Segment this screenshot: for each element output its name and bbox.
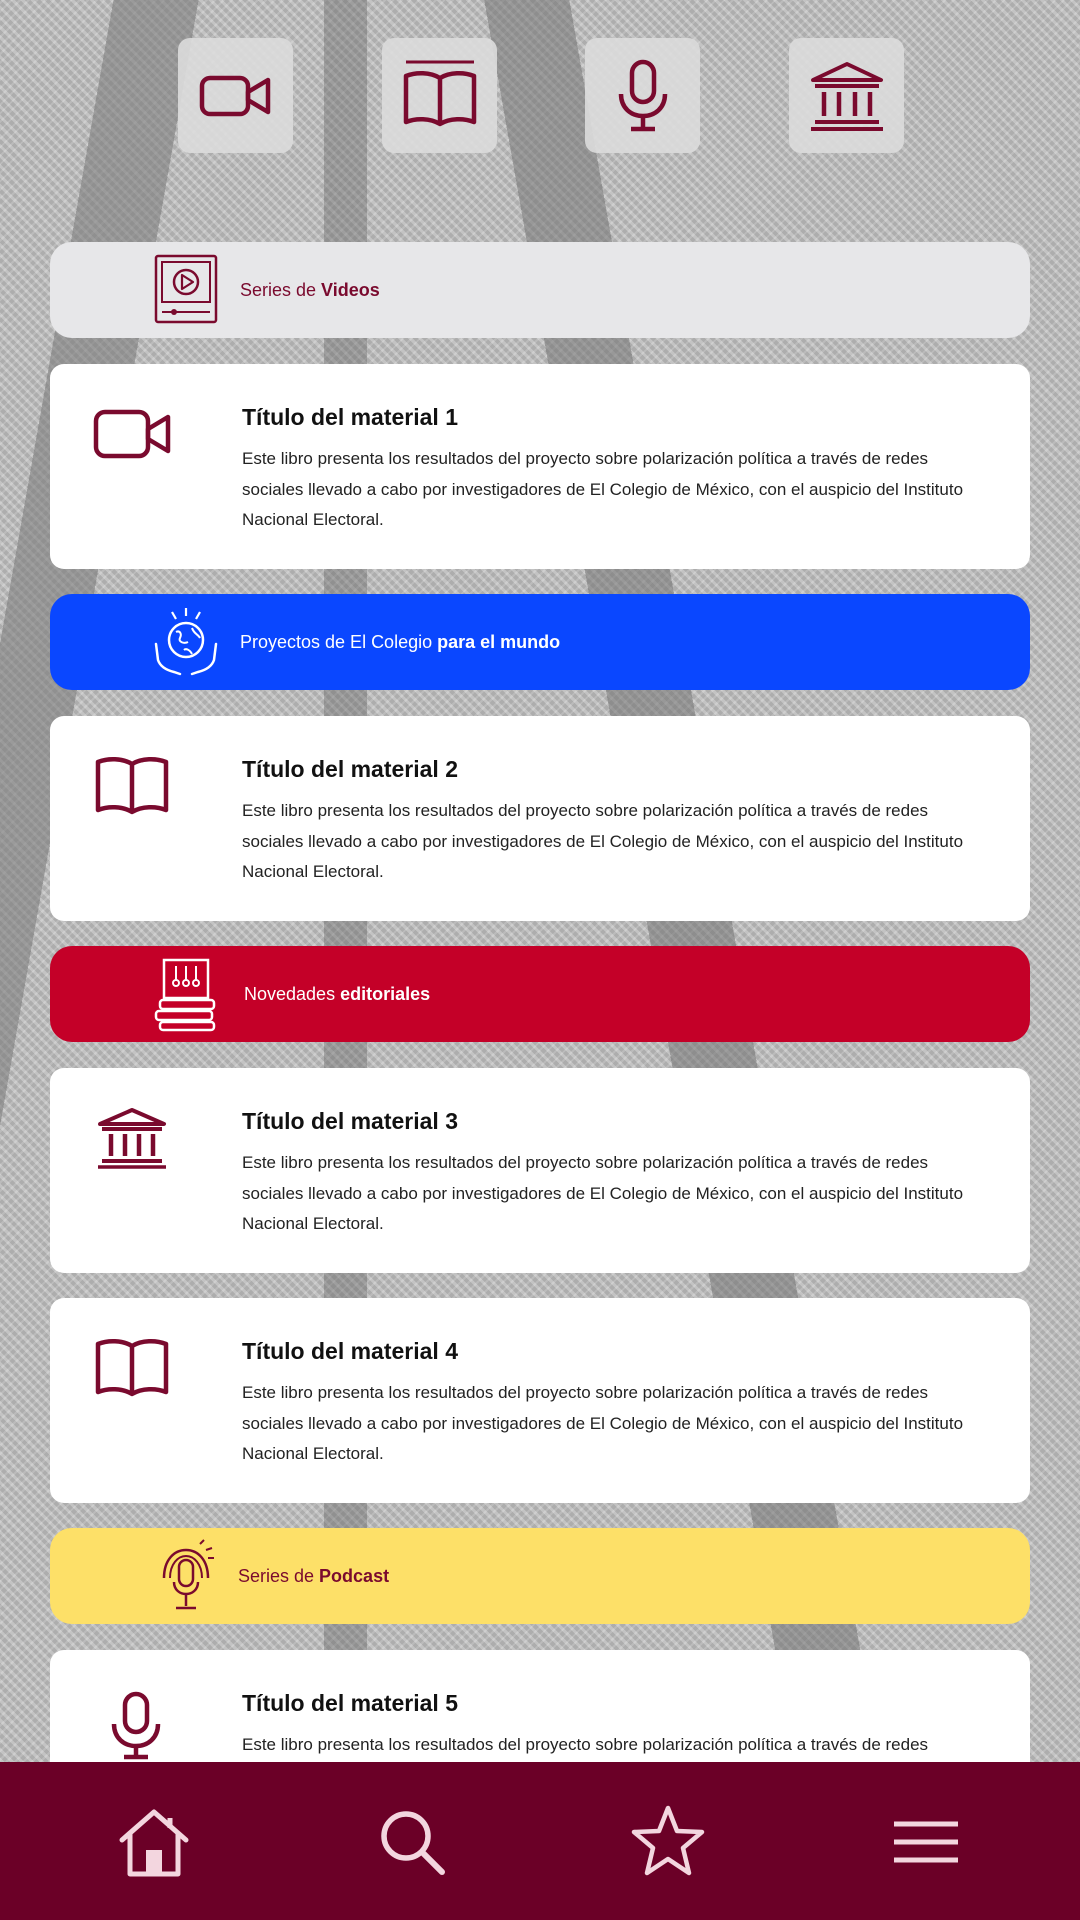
material-description: Este libro presenta los resultados del proyecto sobre polarización política a través de redes: [242, 1735, 929, 1754]
section-title-prefix: Series de: [240, 279, 322, 300]
section-title-prefix: Proyectos de El Colegio: [240, 631, 438, 652]
section-header-videos[interactable]: [50, 242, 1030, 338]
podcast-category-button[interactable]: [585, 38, 700, 153]
video-player-icon: [150, 252, 222, 328]
section-title-bold: Videos: [321, 279, 380, 300]
nav-favorites-button[interactable]: [626, 1800, 710, 1884]
institution-category-button[interactable]: [789, 38, 904, 153]
nav-search-button[interactable]: [370, 1800, 454, 1884]
section-title-bold: para el mundo: [437, 631, 561, 652]
material-description: Este libro presenta los resultados del proyecto sobre polarización política a través de redes sociales llevado a cabo por investigadores de El Colegio de México, con el auspicio del Instituto Nacional Electoral.: [242, 1153, 964, 1233]
podcast-icon: [150, 1538, 222, 1614]
books-stack-icon: [150, 956, 222, 1032]
section-header-world[interactable]: [50, 594, 1030, 690]
material-title: Título del material 4: [242, 1338, 458, 1364]
section-title-podcast: [238, 1566, 389, 1587]
microphone-icon: [104, 1690, 168, 1760]
material-card-1[interactable]: [50, 364, 1030, 569]
section-title-videos: [240, 280, 380, 301]
nav-home-button[interactable]: [112, 1800, 196, 1884]
section-title-editorial: [244, 984, 430, 1005]
microphone-icon: [603, 56, 683, 136]
section-title-bold: editoriales: [340, 983, 431, 1004]
material-title: Título del material 2: [242, 756, 458, 782]
open-book-icon: [400, 56, 480, 136]
material-card-4[interactable]: [50, 1298, 1030, 1503]
bottom-navigation: [0, 1762, 1080, 1920]
home-icon: [114, 1802, 194, 1882]
material-title: Título del material 1: [242, 404, 458, 430]
section-title-bold: Podcast: [319, 1565, 390, 1586]
globe-hands-icon: [150, 604, 222, 680]
open-book-icon: [92, 1336, 172, 1400]
video-camera-icon: [92, 402, 172, 466]
section-title-prefix: Novedades: [244, 983, 341, 1004]
menu-icon: [886, 1802, 966, 1882]
material-card-3[interactable]: [50, 1068, 1030, 1273]
material-title: Título del material 5: [242, 1690, 458, 1716]
open-book-icon: [92, 754, 172, 818]
material-description: Este libro presenta los resultados del proyecto sobre polarización política a través de redes sociales llevado a cabo por investigadores de El Colegio de México, con el auspicio del Instituto Nacional Electoral.: [242, 449, 964, 529]
section-header-editorial[interactable]: [50, 946, 1030, 1042]
material-card-2[interactable]: [50, 716, 1030, 921]
section-title-prefix: Series de: [238, 1565, 320, 1586]
institution-icon: [92, 1106, 172, 1170]
material-description: Este libro presenta los resultados del proyecto sobre polarización política a través de redes sociales llevado a cabo por investigadores de El Colegio de México, con el auspicio del Instituto Nacional Electoral.: [242, 801, 964, 881]
category-icon-bar: [0, 38, 1080, 153]
videos-category-button[interactable]: [178, 38, 293, 153]
books-category-button[interactable]: [382, 38, 497, 153]
material-title: Título del material 3: [242, 1108, 458, 1134]
search-icon: [372, 1802, 452, 1882]
institution-icon: [807, 56, 887, 136]
section-header-podcast[interactable]: [50, 1528, 1030, 1624]
star-icon: [628, 1802, 708, 1882]
nav-menu-button[interactable]: [884, 1800, 968, 1884]
video-camera-icon: [196, 56, 276, 136]
material-description: Este libro presenta los resultados del proyecto sobre polarización política a través de redes sociales llevado a cabo por investigadores de El Colegio de México, con el auspicio del Instituto Nacional Electoral.: [242, 1383, 964, 1463]
section-title-world: [240, 632, 560, 653]
